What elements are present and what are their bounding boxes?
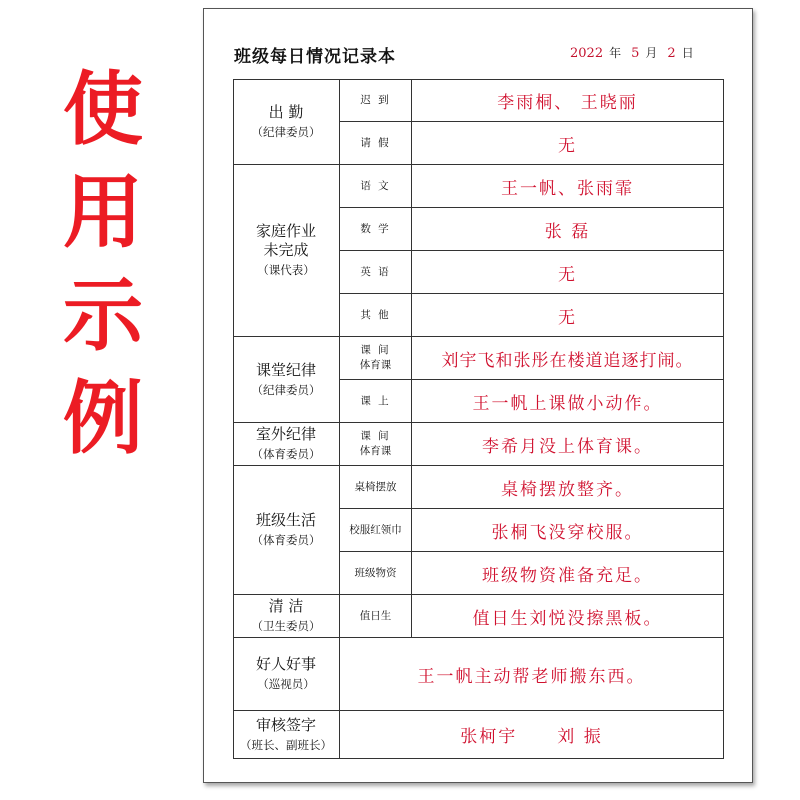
- sub-label-text-line2: 体育课: [359, 359, 392, 371]
- category-role: （纪律委员）: [251, 124, 321, 139]
- entry-text: 张桐飞没穿校服。: [491, 522, 644, 543]
- date-year-unit: 年: [609, 46, 622, 60]
- entry-supplies: [412, 552, 724, 595]
- entry-text: 李雨桐、 王晓丽: [497, 92, 638, 113]
- category-name: 家庭作业: [255, 222, 316, 240]
- sub-label-chinese: [340, 165, 412, 208]
- category-good-deeds: [233, 638, 340, 711]
- entry-signatures: [340, 711, 724, 759]
- date-month-unit: 月: [645, 46, 658, 60]
- category-name-line2: 未完成: [263, 241, 309, 259]
- entry-desks: [412, 466, 724, 509]
- entry-text: 班级物资准备充足。: [482, 565, 653, 586]
- category-name: 课堂纪律: [255, 360, 316, 379]
- sub-label-break-pe-outdoor: [340, 423, 412, 466]
- entry-leave: [412, 122, 724, 165]
- sub-label-text: 课 间: [360, 344, 391, 356]
- side-char: 例: [63, 372, 143, 465]
- category-name: 出 勤: [268, 102, 304, 121]
- sub-label-text: 英 语: [360, 265, 391, 278]
- sub-label-text: 请 假: [360, 136, 391, 149]
- record-table: [233, 79, 724, 759]
- entry-outdoor: [412, 423, 724, 466]
- signature-name: 张柯宇: [460, 727, 518, 747]
- category-role: （体育委员）: [251, 447, 321, 461]
- category-name: 审核签字: [255, 715, 316, 734]
- record-sheet: [203, 8, 753, 783]
- sub-label-text: 迟 到: [360, 93, 391, 106]
- sub-label-text: 值日生: [359, 609, 392, 622]
- entry-text: 王一帆、张雨霏: [501, 178, 634, 199]
- sub-label-in-class: [340, 380, 412, 423]
- date-day-unit: 日: [681, 46, 694, 60]
- category-role: （班长、副班长）: [240, 737, 332, 752]
- category-class-life: [233, 466, 340, 595]
- entry-text: 张 磊: [544, 221, 591, 242]
- category-outdoor-discipline: [233, 423, 340, 466]
- date-year: 2022: [570, 46, 604, 61]
- entry-text: 刘宇飞和张彤在楼道追逐打闹。: [441, 350, 694, 371]
- category-role: （巡视员）: [257, 677, 315, 691]
- entry-text: 李希月没上体育课。: [482, 436, 653, 457]
- entry-uniform: [412, 509, 724, 552]
- sub-label-break-pe: [340, 337, 412, 380]
- sub-label-late: [340, 79, 412, 122]
- sub-label-text: 数 学: [360, 222, 391, 235]
- sub-label-text: 其 他: [360, 308, 391, 321]
- entry-text: 无: [558, 307, 577, 328]
- side-char: 示: [63, 269, 143, 362]
- entry-text: 王一帆上课做小动作。: [472, 393, 663, 414]
- category-role: （课代表）: [257, 263, 315, 277]
- sub-label-text: 桌椅摆放: [354, 480, 397, 493]
- sub-label-supplies: [340, 552, 412, 595]
- entry-math: [412, 208, 724, 251]
- category-attendance: [233, 79, 340, 165]
- entry-chinese: [412, 165, 724, 208]
- category-homework: [233, 165, 340, 337]
- category-cleaning: [233, 595, 340, 638]
- sub-label-text: 课 上: [360, 394, 391, 407]
- category-role: （纪律委员）: [251, 382, 321, 397]
- entry-text: 桌椅摆放整齐。: [501, 479, 634, 500]
- category-class-discipline: [233, 337, 340, 423]
- entry-in-class: [412, 380, 724, 423]
- sub-label-text: 语 文: [360, 179, 391, 192]
- date-day: 2: [667, 46, 676, 61]
- entry-break-pe: [412, 337, 724, 380]
- entry-good-deeds: [340, 638, 724, 711]
- category-review-signature: [233, 711, 340, 759]
- sheet-header: [204, 9, 752, 79]
- entry-text: 王一帆主动帮老师搬东西。: [417, 666, 646, 687]
- sub-label-text: 校服红领巾: [349, 523, 402, 536]
- category-role: （卫生委员）: [251, 619, 321, 633]
- sub-label-other: [340, 294, 412, 337]
- category-name: 班级生活: [255, 511, 316, 529]
- entry-text: 无: [558, 264, 577, 285]
- entry-text: 值日生刘悦没擦黑板。: [472, 608, 663, 629]
- sub-label-duty: [340, 595, 412, 638]
- sheet-title: 班级每日情况记录本: [234, 47, 396, 67]
- sub-label-text-line2: 体育课: [359, 445, 392, 457]
- sheet-date: [568, 44, 702, 61]
- entry-other: [412, 294, 724, 337]
- side-char: 使: [63, 63, 143, 156]
- signature-name: 刘 振: [557, 727, 603, 747]
- sub-label-math: [340, 208, 412, 251]
- sub-label-text: 课 间: [360, 430, 391, 442]
- signature-list: [460, 722, 602, 747]
- side-char: 用: [63, 166, 143, 259]
- entry-duty: [412, 595, 724, 638]
- category-name: 清 洁: [268, 597, 304, 615]
- category-name: 好人好事: [255, 655, 316, 673]
- category-name: 室外纪律: [255, 425, 316, 443]
- entry-late: [412, 79, 724, 122]
- sub-label-english: [340, 251, 412, 294]
- sub-label-text: 班级物资: [354, 566, 397, 579]
- sub-label-leave: [340, 122, 412, 165]
- sub-label-uniform: [340, 509, 412, 552]
- category-role: （体育委员）: [251, 533, 321, 547]
- usage-example-label: [58, 58, 148, 470]
- entry-english: [412, 251, 724, 294]
- sub-label-desks: [340, 466, 412, 509]
- entry-text: 无: [558, 135, 577, 156]
- date-month: 5: [631, 46, 640, 61]
